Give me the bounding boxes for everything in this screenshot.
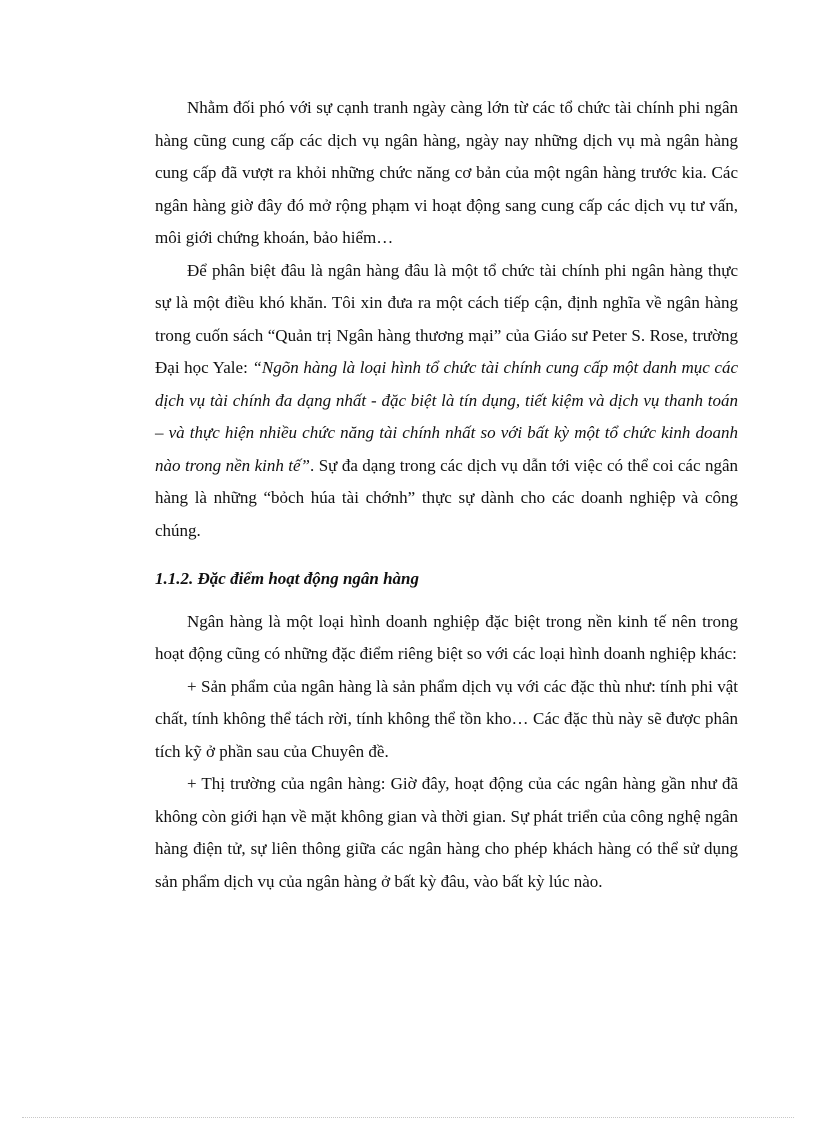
page-bottom-divider bbox=[22, 1117, 794, 1118]
section-heading: 1.1.2. Đặc điểm hoạt động ngân hàng bbox=[155, 569, 420, 588]
paragraph-bank-characteristics: Ngân hàng là một loại hình doanh nghiệp đặc biệt trong nền kinh tế nên trong hoạt động cũng có những đặc điểm riêng biệt so với các loại hình doanh nghiệp khác: bbox=[155, 611, 738, 663]
definition-quote: “Ngõn hàng là loại hình tổ chức tài chính cung cấp một danh mục các dịch vụ tài chính đa dạng nhất - đặc biệt là tín dụng, tiết kiệm và dịch vụ thanh toán – và thực hiện nhiều chức năng tài chính nhất so với bất kỳ một tổ chức kinh doanh nào trong nền kinh tế” bbox=[155, 358, 738, 475]
paragraph-bank-definition bbox=[155, 255, 738, 548]
definition-conclusion-text: . Sự đa dạng trong các dịch vụ dẫn tới việc có thể coi các ngân hàng là những “bỏch húa tài chớnh” thực sự dành cho các doanh nghiệp và công chúng. bbox=[155, 455, 738, 540]
definition-intro-text: Để phân biệt đâu là ngân hàng đâu là một tổ chức tài chính phi ngân hàng thực sự là một điều khó khăn. Tôi xin đưa ra một cách tiếp cận, định nghĩa về ngân hàng trong cuốn sách “Quản trị Ngân hàng thương mại” của Giáo sư Peter S. Rose, trường Đại học Yale: bbox=[155, 260, 738, 377]
paragraph-bank-market: + Thị trường của ngân hàng: Giờ đây, hoạt động của các ngân hàng gần như đã không còn giới hạn về mặt không gian và thời gian. Sự phát triển của công nghệ ngân hàng điện tử, sự liên thông giữa các ngân hàng cho phép khách hàng có thể sử dụng sản phẩm dịch vụ của ngân hàng ở bất kỳ đâu, vào bất kỳ lúc nào. bbox=[155, 774, 738, 891]
paragraph-competition: Nhằm đối phó với sự cạnh tranh ngày càng lớn từ các tổ chức tài chính phi ngân hàng cũng cung cấp các dịch vụ ngân hàng, ngày nay những dịch vụ mà ngân hàng cung cấp đã vượt ra khỏi những chức năng cơ bản của một ngân hàng trước kia. Các ngân hàng giờ đây đó mở rộng phạm vi hoạt động sang cung cấp các dịch vụ tư vấn, môi giới chứng khoán, bảo hiểm… bbox=[155, 98, 738, 247]
paragraph-bank-products: + Sản phẩm của ngân hàng là sản phẩm dịch vụ với các đặc thù như: tính phi vật chất, tính không thể tách rời, tính không thể tồn kho… Các đặc thù này sẽ được phân tích kỹ ở phần sau của Chuyên đề. bbox=[155, 676, 738, 761]
document-page bbox=[155, 92, 738, 898]
